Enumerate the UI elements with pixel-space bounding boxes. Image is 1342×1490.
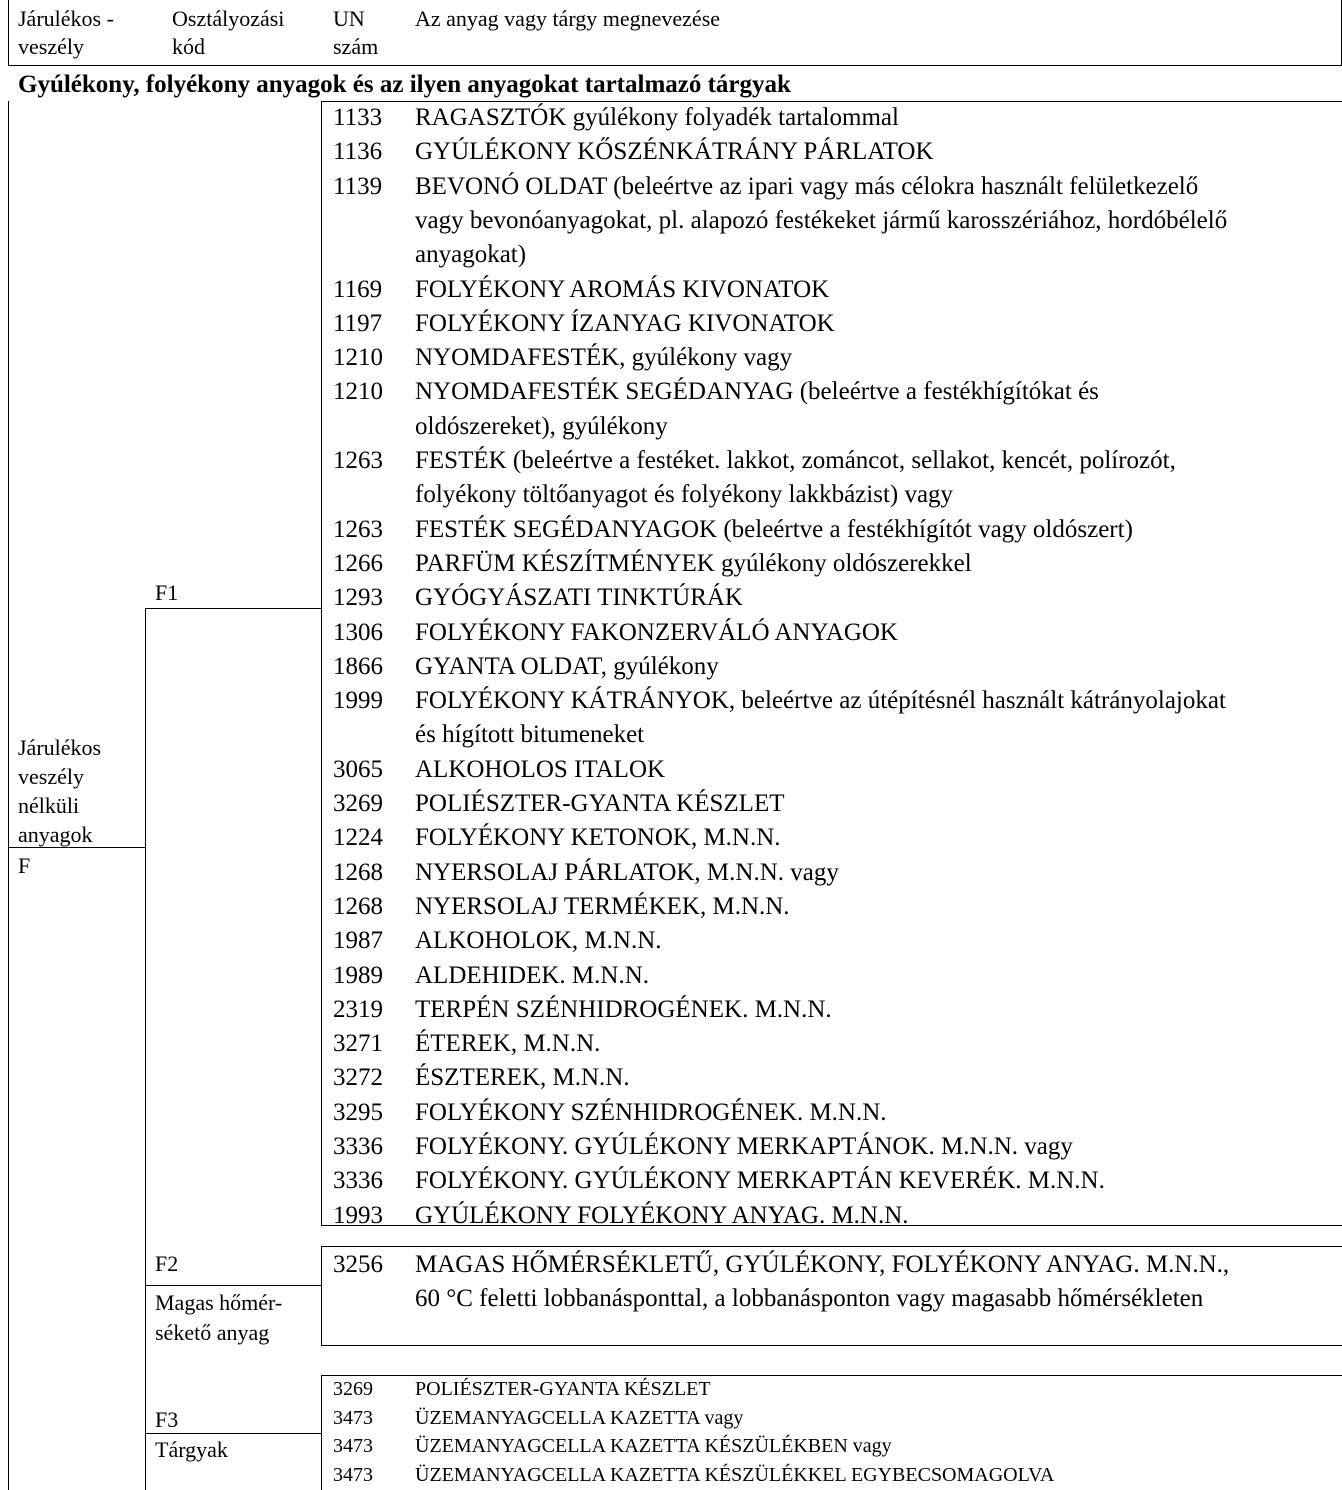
header-col-subsidiary [18,5,114,61]
un-number: 1268 [333,892,383,920]
header-col1-line1: Járulékos - [18,6,114,31]
un-number: 3271 [333,1030,383,1058]
f2-desc-line-1: Magas hőmér- [155,1290,283,1315]
substance-name: és hígított bitumeneket [415,721,645,749]
code-f3-description: Tárgyak [155,1437,228,1462]
un-number: 3269 [333,790,383,817]
substance-name: POLIÉSZTER-GYANTA KÉSZLET [415,790,785,817]
header-col3-line2: szám [333,34,379,59]
un-number: 1866 [333,652,383,680]
substance-name: ALDEHIDEK. M.N.N. [415,961,649,989]
code-f2-label: F2 [155,1251,179,1276]
un-number: 1210 [333,378,383,406]
substance-name: TERPÉN SZÉNHIDROGÉNEK. M.N.N. [415,995,832,1023]
substance-name: FOLYÉKONY. GYÚLÉKONY MERKAPTÁNOK. M.N.N. vagy [415,1133,1073,1160]
left-vertical-line [8,101,9,1490]
substance-name: ÉTEREK, M.N.N. [415,1030,601,1058]
un-number: 1263 [333,447,383,474]
substance-name: POLIÉSZTER-GYANTA KÉSZLET [415,1378,711,1400]
un-number: 1224 [333,824,383,852]
un-number: 3295 [333,1098,383,1126]
substance-name: FOLYÉKONY SZÉNHIDROGÉNEK. M.N.N. [415,1098,887,1126]
substance-name: GYÚLÉKONY FOLYÉKONY ANYAG. M.N.N. [415,1201,909,1229]
un-number: 2319 [333,995,383,1023]
f1-connector-line [145,608,321,609]
substance-name: RAGASZTÓK gyúlékony folyadék tartalommal [415,104,899,131]
un-number: 1999 [333,687,383,715]
header-col1-line2: veszély [18,34,84,59]
substance-name: folyékony töltőanyagot és folyékony lakkbázist) vagy [415,481,954,509]
code-f-label: F [18,853,31,878]
un-number: 1263 [333,515,383,543]
substance-name: FESTÉK (beleértve a festéket. lakkot, zománcot, sellakot, kencét, polírozót, [415,447,1176,474]
code-f2-description [155,1288,282,1348]
subsidiary-line-2: veszély [18,764,84,789]
substance-name: NYOMDAFESTÉK SEGÉDANYAG (beleértve a festékhígítókat és [415,378,1099,406]
un-number: 1133 [333,104,383,131]
un-number: 1210 [333,344,383,372]
subsidiary-line-1: Járulékos [18,735,102,760]
substance-name: FOLYÉKONY. GYÚLÉKONY MERKAPTÁN KEVERÉK. M.N.N. [415,1167,1105,1195]
subsidiary-line-4: anyagok [18,822,93,847]
subsidiary-line-3: nélküli [18,793,80,818]
un-number: 1993 [333,1201,383,1229]
f2-connector-line [145,1285,321,1286]
header-col2-line2: kód [172,34,205,59]
branch-vertical-line [145,608,146,1490]
substance-name: NYERSOLAJ PÁRLATOK, M.N.N. vagy [415,858,839,886]
substance-name: vagy bevonóanyagokat, pl. alapozó festékeket jármű karosszériához, hordóbélelő [415,206,1228,234]
substance-name: FOLYÉKONY KETONOK, M.N.N. [415,824,781,852]
substance-name: GYANTA OLDAT, gyúlékony [415,652,719,680]
substance-name: ALKOHOLOS ITALOK [415,755,666,783]
substance-name: ALKOHOLOK, M.N.N. [415,927,662,955]
substance-name: oldószereket), gyúlékony [415,412,668,440]
substance-name: FOLYÉKONY FAKONZERVÁLÓ ANYAGOK [415,618,898,646]
substance-name: ÜZEMANYAGCELLA KAZETTA KÉSZÜLÉKKEL EGYBECSOMAGOLVA [415,1464,1055,1487]
un-number: 1197 [333,309,383,337]
substance-name: MAGAS HŐMÉRSÉKLETŰ, GYÚLÉKONY, FOLYÉKONY ANYAG. M.N.N., [415,1251,1230,1278]
header-col-classification [172,5,284,61]
un-number: 3256 [333,1251,383,1278]
header-col-un [333,5,378,61]
substance-name: 60 °C feletti lobbanásponttal, a lobbanásponton vagy magasabb hőmérsékleten [415,1285,1204,1313]
substance-name: FESTÉK SEGÉDANYAGOK (beleértve a festékhígítót vagy oldószert) [415,515,1133,543]
section-title: Gyúlékony, folyékony anyagok és az ilyen anyagokat tartalmazó tárgyak [18,71,791,98]
substance-name: NYOMDAFESTÉK, gyúlékony vagy [415,344,793,372]
un-number: 3336 [333,1167,383,1195]
un-number: 3336 [333,1133,383,1160]
substance-name: ÜZEMANYAGCELLA KAZETTA KÉSZÜLÉKBEN vagy [415,1435,892,1458]
header-col2-line1: Osztályozási [172,6,285,31]
un-number: 3473 [333,1406,373,1429]
code-f1-label: F1 [155,580,179,605]
substance-name: FOLYÉKONY KÁTRÁNYOK, beleértve az útépítésnél használt kátrányolajokat [415,687,1226,715]
substance-name: NYERSOLAJ TERMÉKEK, M.N.N. [415,892,790,920]
substance-name: GYÓGYÁSZATI TINKTÚRÁK [415,584,743,612]
header-col-name: Az anyag vagy tárgy megnevezése [415,6,721,31]
un-number: 3272 [333,1064,383,1092]
subsidiary-hazard-label [18,733,101,849]
f2-desc-line-2: sékető anyag [155,1320,270,1345]
un-number: 1169 [333,275,383,303]
substance-name: ÜZEMANYAGCELLA KAZETTA vagy [415,1406,744,1429]
substance-name: ÉSZTEREK, M.N.N. [415,1064,630,1092]
un-number: 3065 [333,755,383,783]
substance-name: anyagokat) [415,241,527,269]
header-col3-line1: UN [333,6,365,31]
un-number: 3473 [333,1464,373,1487]
substance-name: FOLYÉKONY ÍZANYAG KIVONATOK [415,309,835,337]
un-number: 1266 [333,549,383,577]
substance-name: FOLYÉKONY AROMÁS KIVONATOK [415,275,830,303]
un-number: 1136 [333,138,383,166]
substance-name: BEVONÓ OLDAT (beleértve az ipari vagy más célokra használt felületkezelő [415,172,1199,200]
un-number: 1987 [333,927,383,955]
un-number: 1306 [333,618,383,646]
substance-name: PARFÜM KÉSZÍTMÉNYEK gyúlékony oldószerekkel [415,549,972,577]
un-number: 1989 [333,961,383,989]
un-number: 1139 [333,172,383,200]
code-f3-label: F3 [155,1407,179,1432]
substance-name: GYÚLÉKONY KŐSZÉNKÁTRÁNY PÁRLATOK [415,138,934,166]
un-number: 1293 [333,584,383,612]
un-number: 1268 [333,858,383,886]
un-number: 3473 [333,1435,373,1458]
un-number: 3269 [333,1378,373,1400]
